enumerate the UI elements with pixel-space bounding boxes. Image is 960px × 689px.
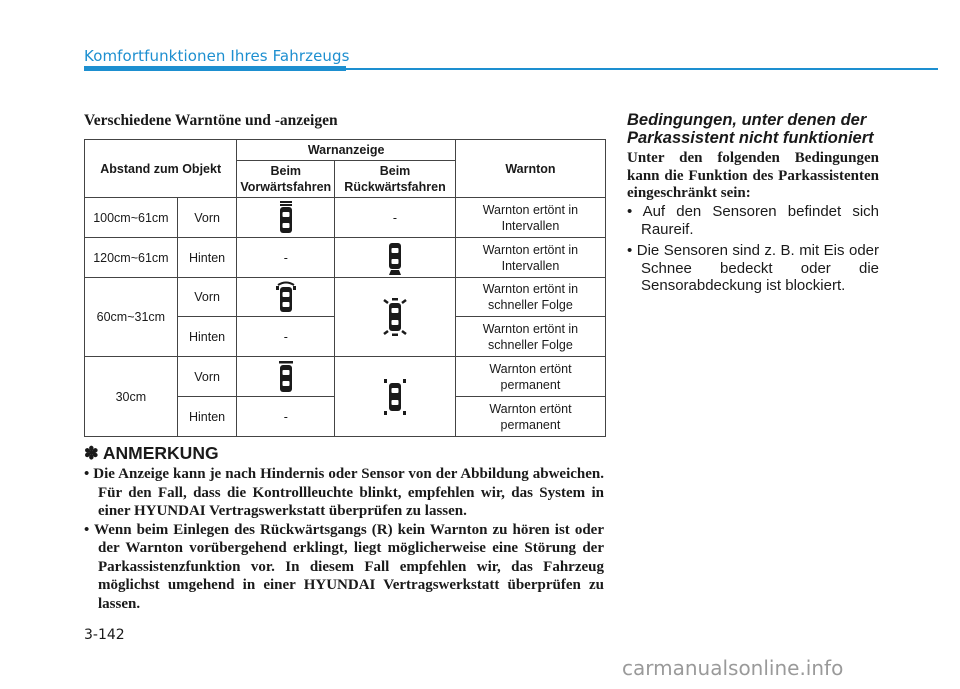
- forward-cell: -: [237, 397, 335, 437]
- reverse-cell: -: [335, 198, 456, 238]
- forward-cell: [237, 357, 335, 397]
- table-row: [85, 238, 606, 278]
- table-row: [85, 278, 606, 317]
- sound-cell: Warnton ertönt in schneller Folge: [455, 317, 605, 357]
- reverse-cell: [335, 357, 456, 437]
- note-title: ✽ ANMERKUNG: [84, 443, 219, 463]
- distance-cell: 60cm~31cm: [85, 278, 178, 357]
- conditions-intro: Unter den folgenden Bedingungen kann die Funktion des Parkassistenten eingeschränkt sein:: [627, 150, 879, 201]
- sound-cell: Warnton ertönt permanent: [455, 357, 605, 397]
- forward-cell: [237, 198, 335, 238]
- forward-cell: [237, 278, 335, 317]
- car-front-warning-icon: [276, 360, 296, 394]
- header-sound: Warnton: [455, 140, 605, 198]
- forward-cell: -: [237, 317, 335, 357]
- conditions-item: • Die Sensoren sind z. B. mit Eis oder Schnee bedeckt oder die Sensorabdeckung ist blockiert.: [627, 242, 879, 294]
- sound-cell: Warnton ertönt in Intervallen: [455, 198, 605, 238]
- header-forward: Beim Vorwärtsfahren: [237, 161, 335, 198]
- sensor-cell: Vorn: [177, 357, 237, 397]
- car-front-warning-icon: [276, 201, 296, 235]
- car-all-sensors-warning-icon: [381, 297, 409, 337]
- forward-cell: -: [237, 238, 335, 278]
- sound-cell: Warnton ertönt in Intervallen: [455, 238, 605, 278]
- table-row: [85, 357, 606, 397]
- warning-table: [84, 139, 606, 437]
- reverse-cell: [335, 278, 456, 357]
- sensor-cell: Vorn: [177, 278, 237, 317]
- note-item: • Die Anzeige kann je nach Hindernis oder Sensor von der Abbildung abweichen. Für den Fall, dass die Kontrollleuchte blinkt, empfehlen wir, das System in einer HYUNDAI Vertragswerkstatt überprüfen zu lassen.: [84, 466, 604, 519]
- header-distance: Abstand zum Objekt: [85, 140, 237, 198]
- conditions-title: Bedingungen, unter denen der Parkassistent nicht funktioniert: [627, 111, 874, 147]
- distance-cell: 30cm: [85, 357, 178, 437]
- header-bar-accent: [84, 66, 346, 71]
- section-title: Verschiedene Warntöne und -anzeigen: [84, 112, 338, 129]
- page-number: 3-142: [84, 627, 125, 643]
- sensor-cell: Hinten: [177, 238, 237, 278]
- distance-cell: 120cm~61cm: [85, 238, 178, 278]
- sensor-cell: Hinten: [177, 397, 237, 437]
- sensor-cell: Vorn: [177, 198, 237, 238]
- sensor-cell: Hinten: [177, 317, 237, 357]
- header-bar-line: [346, 68, 938, 70]
- car-rear-warning-icon: [385, 241, 405, 275]
- note-list: [84, 465, 604, 613]
- distance-cell: 100cm~61cm: [85, 198, 178, 238]
- car-all-sensors-warning-icon: [381, 377, 409, 417]
- conditions-item: • Auf den Sensoren befindet sich Raureif.: [627, 203, 879, 238]
- reverse-cell: [335, 238, 456, 278]
- sound-cell: Warnton ertönt in schneller Folge: [455, 278, 605, 317]
- conditions-list: [627, 203, 879, 299]
- header-reverse: Beim Rückwärtsfahren: [335, 161, 456, 198]
- table-row: [85, 198, 606, 238]
- chapter-title: Komfortfunktionen Ihres Fahrzeugs: [84, 47, 350, 65]
- note-item: • Wenn beim Einlegen des Rückwärtsgangs (R) kein Warnton zu hören ist oder der Warnton vorübergehend erklingt, liegt möglicherweise eine Störung der Parkassistenzfunktion vor. In diesem Fall empfehlen wir, das Fahrzeug möglichst umgehend in einer HYUNDAI Vertragswerkstatt überprüfen zu lassen.: [84, 521, 604, 612]
- watermark: carmanualsonline.info: [622, 656, 844, 680]
- header-display: Warnanzeige: [237, 140, 455, 161]
- car-front-warning-icon: [275, 280, 297, 314]
- sound-cell: Warnton ertönt permanent: [455, 397, 605, 437]
